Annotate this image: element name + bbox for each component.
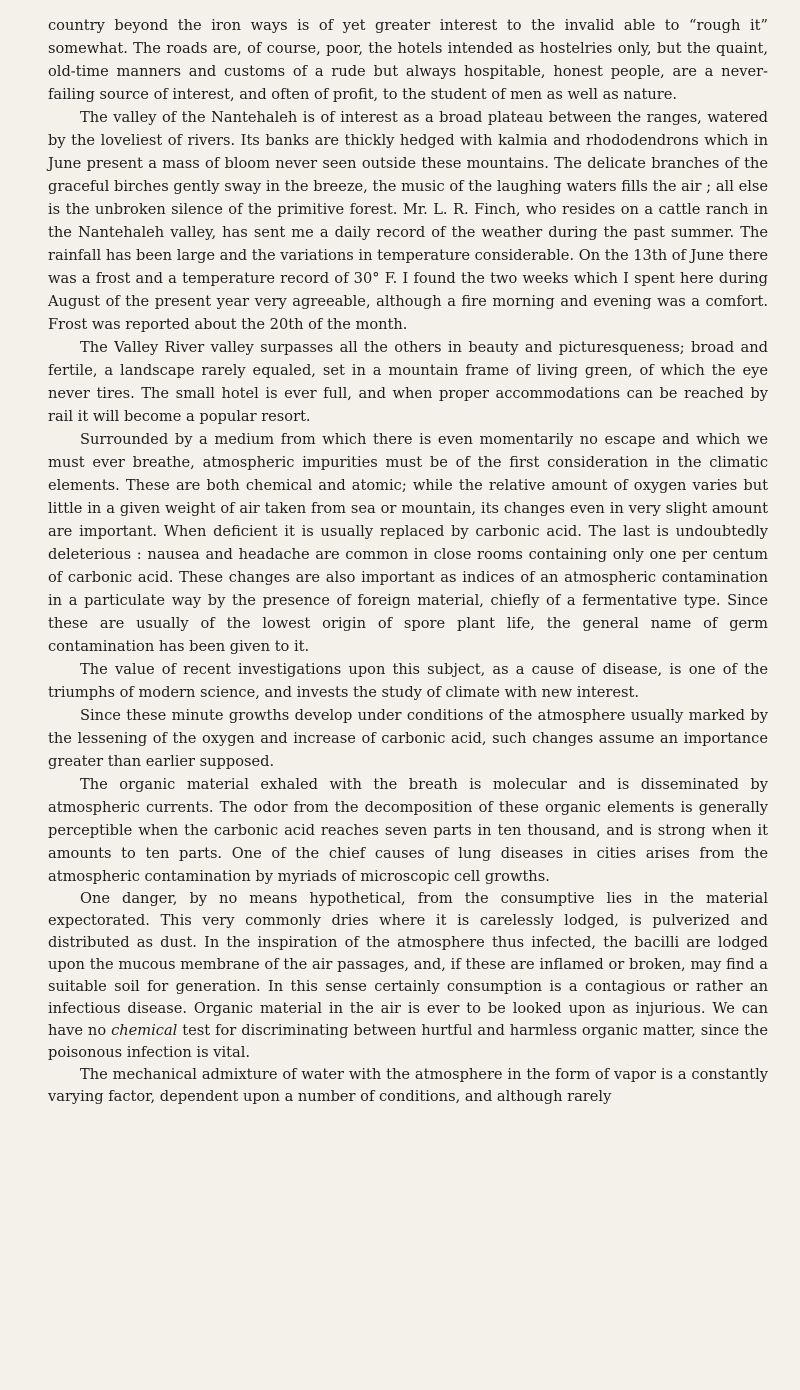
paragraph-minute-growths: Since these minute growths develop under conditions of the atmosphere usually marked by the lessening of the oxygen and increase of carbonic acid, such changes assume an importance greater than earlier supposed. [48,707,768,770]
paragraph-continued-from-previous-page: country beyond the iron ways is of yet greater interest to the invalid able to “rough it” somewhat. The roads are, of course, poor, the hotels intended as hostelries only, but the quaint, old-time manners and customs of a rude but always hospitable, honest people, are a never-failing source of interest, and often of profit, to the student of men as well as nature. [48,17,768,103]
paragraph-recent-investigations: The value of recent investigations upon this subject, as a cause of disease, is one of the triumphs of modern science, and invests the study of climate with new interest. [48,661,768,701]
paragraph-nantehaleh-valley: The valley of the Nantehaleh is of interest as a broad plateau between the ranges, watered by the loveliest of rivers. Its banks are thickly hedged with kalmia and rhododendrons which in June present a mass of bloom never seen outside these mountains. The delicate branches of the graceful birches gently sway in the breeze, the music of the laughing waters fills the air ; all else is the unbroken silence of the primitive forest. Mr. L. R. Finch, who resides on a cattle ranch in the Nantehaleh valley, has sent me a daily record of the weather during the past summer. The rainfall has been large and the variations in temperature considerable. On the 13th of June there was a frost and a temperature record of 30° F. I found the two weeks which I spent here during August of the present year very agreeable, although a fire morning and evening was a comfort. Frost was reported about the 20th of the month. [48,109,769,333]
paragraph-atmospheric-impurities: Surrounded by a medium from which there is even momentarily no escape and which we must ever breathe, atmospheric impurities must be of the first consideration in the climatic elements. These are both chemical and atomic; while the relative amount of oxygen varies but little in a given weight of air taken from sea or mountain, its changes even in very slight amount are important. When deficient it is usually replaced by carbonic acid. The last is undoubtedly deleterious : nausea and headache are common in close rooms containing only one per centum of carbonic acid. These changes are also important as indices of an atmospheric contamination in a particulate way by the presence of foreign material, chiefly of a fermentative type. Since these are usually of the lowest origin of spore plant life, the general name of germ contamination has been given to it. [48,431,768,655]
paragraph-consumptive-danger: One danger, by no means hypothetical, from the consumptive lies in the material expectorated. This very commonly dries where it is carelessly lodged, is pulverized and distributed as dust. In the inspiration of the atmosphere thus infected, the bacilli are lodged upon the mucous membrane of the air passages, and, if these are inflamed or broken, may find a suitable soil for generation. In this sense certainly consumption is a contagious or rather an infectious disease. Organic material in the air is ever to be looked upon as injurious. We can have no chemical test for discriminating between hurtful and harmless organic matter, since the poisonous infection is vital. [48,890,768,1061]
paragraph-water-vapor: The mechanical admixture of water with the atmosphere in the form of vapor is a constantly varying factor, dependent upon a number of conditions, and although rarely [48,1066,768,1105]
paragraph-valley-river: The Valley River valley surpasses all the others in beauty and picturesqueness; broad and fertile, a landscape rarely equaled, set in a mountain frame of living green, of which the eye never tires. The small hotel is ever full, and when proper accommodations can be reached by rail it will become a popular resort. [48,339,768,425]
paragraph-organic-material: The organic material exhaled with the breath is molecular and is disseminated by atmospheric currents. The odor from the decomposition of these organic elements is generally perceptible when the carbonic acid reaches seven parts in ten thousand, and is strong when it amounts to ten parts. One of the chief causes of lung diseases in cities arises from the atmospheric contamination by myriads of microscopic cell growths. [48,776,768,885]
